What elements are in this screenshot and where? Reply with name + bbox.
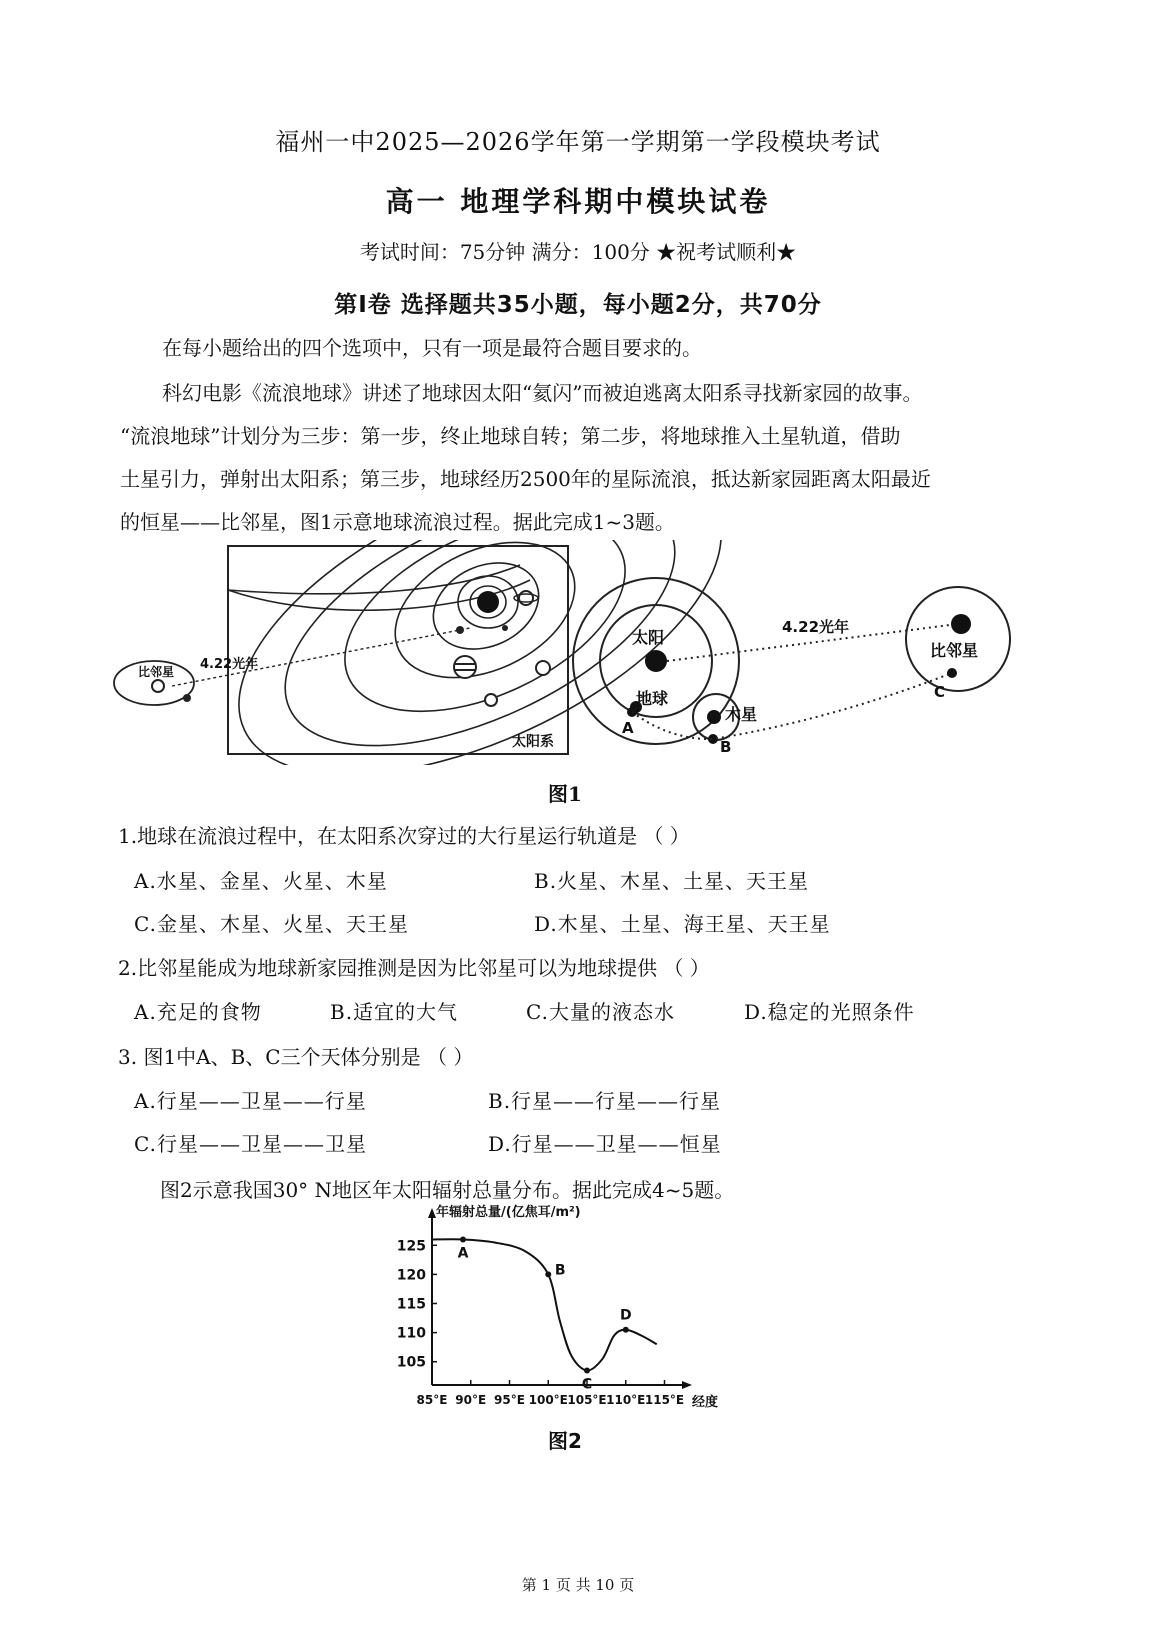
question-1-stem: 1.地球在流浪过程中，在太阳系次穿过的大行星运行轨道是 （ ） [118, 824, 690, 848]
chart-x-arrow [682, 1381, 692, 1389]
figure-2-caption: 图2 [548, 1429, 582, 1453]
proxima-star-right [951, 614, 971, 634]
chart-y-tick-label: 115 [396, 1296, 426, 1313]
solar-system-label: 太阳系 [512, 734, 554, 750]
paper-title: 高一 地理学科期中模块试卷 [385, 185, 771, 218]
escape-path [632, 673, 952, 739]
point-c-label: C [934, 683, 946, 701]
chart-y-tick-label: 110 [396, 1325, 426, 1342]
proxima-label-right: 比邻星 [930, 641, 979, 660]
chart-point-label-d: D [619, 1307, 632, 1324]
question-2-option-a: A.充足的食物 [134, 1000, 262, 1024]
story-line-2: “流浪地球”计划分为三步：第一步，终止地球自转；第二步，将地球推入土星轨道，借助 [120, 424, 901, 448]
question-2-option-c: C.大量的液态水 [526, 1000, 675, 1024]
neptune-small [485, 694, 497, 706]
question-3-stem: 3. 图1中A、B、C三个天体分别是 （ ） [118, 1045, 474, 1069]
story-line-4: 的恒星——比邻星，图1示意地球流浪过程。据此完成1~3题。 [120, 510, 675, 534]
question-3-option-b: B.行星——行星——行星 [488, 1089, 722, 1113]
sun-small [477, 591, 499, 613]
chart-x-tick-label: 115°E [644, 1393, 685, 1407]
jupiter-dot [707, 710, 721, 724]
page-footer: 第 1 页 共 10 页 [521, 1576, 635, 1594]
sun-label: 太阳 [632, 628, 665, 647]
jupiter-small [454, 656, 476, 678]
chart-y-tick-label: 105 [396, 1354, 426, 1371]
question-1-option-a: A.水星、金星、火星、木星 [134, 869, 388, 893]
exam-info: 考试时间：75分钟 满分：100分 ★祝考试顺利★ [359, 240, 797, 264]
point-b-label: B [720, 738, 732, 756]
chart-point-a [460, 1236, 466, 1242]
figure-1-diagram [110, 540, 1030, 765]
chart-y-tick-label: 120 [396, 1267, 426, 1284]
question-2-option-b: B.适宜的大气 [330, 1000, 459, 1024]
orbits [194, 540, 767, 765]
chart-x-tick-label: 105°E [567, 1393, 607, 1407]
saturn-small [519, 591, 533, 605]
chart-point-b [545, 1271, 551, 1277]
question-2-option-d: D.稳定的光照条件 [744, 1000, 915, 1024]
chart-y-tick-label: 125 [396, 1238, 426, 1255]
chart-x-tick-label: 90°E [455, 1393, 487, 1407]
point-a-label: A [622, 719, 634, 737]
chart-point-c [584, 1367, 590, 1373]
distance-label-right: 4.22光年 [782, 618, 850, 636]
proxima-star-left [152, 680, 164, 692]
story-line-3: 土星引力，弹射出太阳系；第三步，地球经历2500年的星际流浪，抵达新家园距离太阳最近 [120, 467, 931, 491]
instruction-text: 在每小题给出的四个选项中，只有一项是最符合题目要求的。 [162, 336, 702, 360]
question-3-option-c: C.行星——卫星——卫星 [134, 1132, 367, 1156]
earth-label: 地球 [636, 689, 669, 708]
chart-point-label-b: B [554, 1262, 566, 1279]
story-line-1: 科幻电影《流浪地球》讲述了地球因太阳“氦闪”而被迫逃离太阳系寻找新家园的故事。 [162, 381, 923, 405]
distance-label-left: 4.22光年 [200, 657, 259, 672]
chart-y-axis-label: 年辐射总量/(亿焦耳/m²) [436, 1205, 581, 1220]
chart-point-d [623, 1327, 629, 1333]
chart-x-axis-label: 经度 [692, 1395, 719, 1410]
point-c-dot [947, 668, 957, 678]
exam-title: 福州一中2025—2026学年第一学期第一学段模块考试 [275, 128, 881, 156]
figure-2-chart [380, 1200, 740, 1415]
chart-y-arrow [428, 1208, 436, 1218]
proxima-label-left: 比邻星 [138, 665, 175, 679]
chart-x-tick-label: 85°E [416, 1393, 448, 1407]
question-3-option-a: A.行星——卫星——行星 [134, 1089, 367, 1113]
earth-small-left [183, 694, 191, 702]
question-3-option-d: D.行星——卫星——恒星 [488, 1132, 722, 1156]
question-1-option-c: C.金星、木星、火星、天王星 [134, 912, 409, 936]
question-1-option-b: B.火星、木星、土星、天王星 [534, 869, 810, 893]
chart-point-label-c: C [581, 1376, 593, 1393]
chart-x-tick-label: 110°E [606, 1393, 646, 1407]
question-2-stem: 2.比邻星能成为地球新家园推测是因为比邻星可以为地球提供 （ ） [118, 956, 710, 980]
sun-big [645, 650, 667, 672]
chart-x-tick-label: 100°E [528, 1393, 568, 1407]
jupiter-label: 木星 [725, 705, 758, 724]
section-heading: 第Ⅰ卷 选择题共35小题，每小题2分，共70分 [334, 292, 822, 318]
question-1-option-d: D.木星、土星、海王星、天王星 [534, 912, 831, 936]
figure-2-intro: 图2示意我国30° N地区年太阳辐射总量分布。据此完成4~5题。 [160, 1178, 735, 1202]
uranus-small [536, 661, 550, 675]
figure-1-caption: 图1 [548, 782, 582, 806]
chart-point-label-a: A [457, 1245, 469, 1262]
proxima-orbit-right [906, 587, 1010, 691]
chart-x-tick-label: 95°E [494, 1393, 525, 1407]
